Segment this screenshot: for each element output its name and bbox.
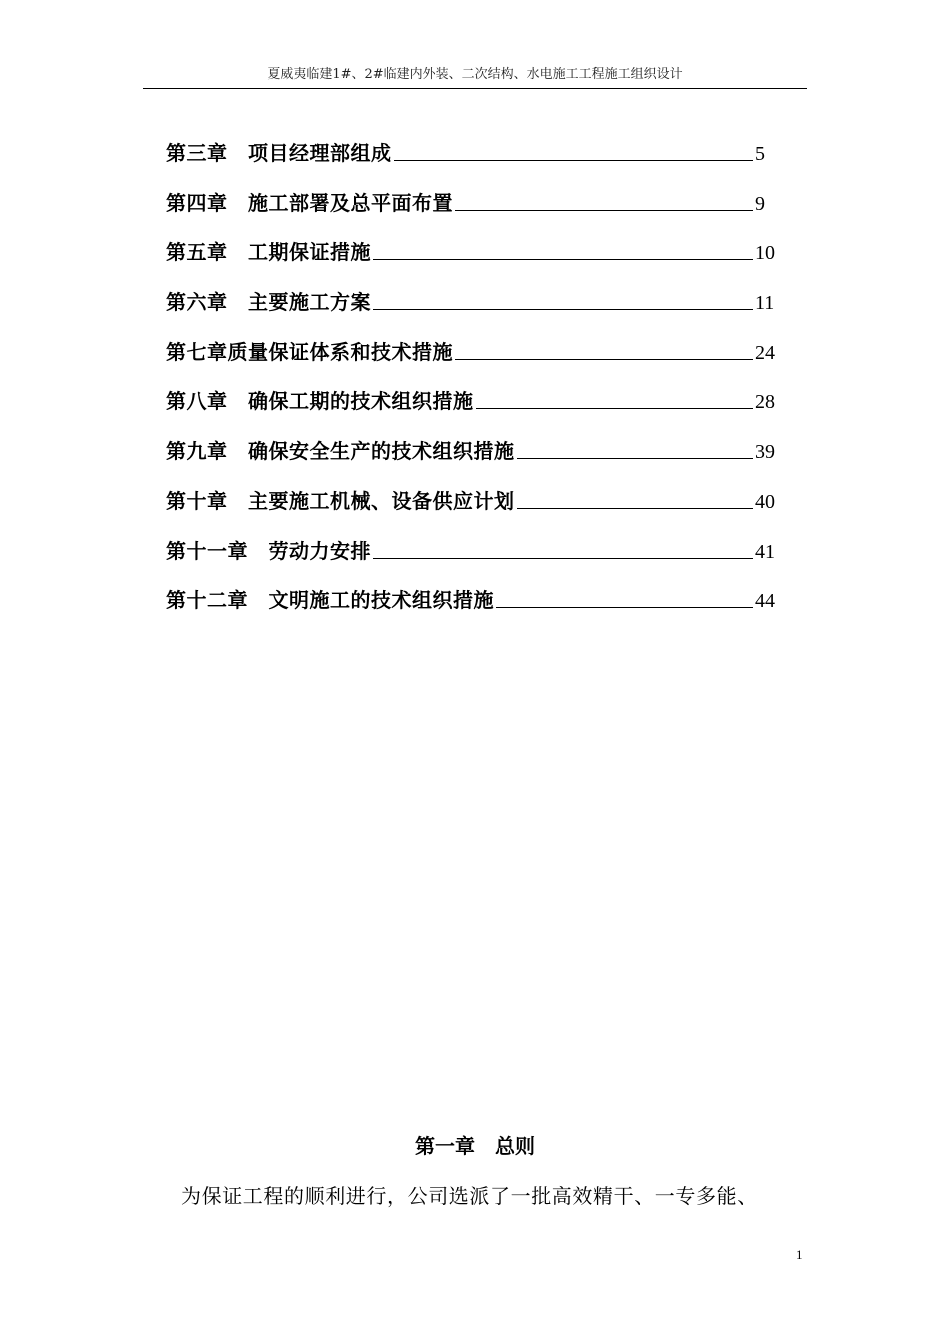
toc-page-number: 40 xyxy=(755,490,775,513)
toc-entry[interactable] xyxy=(166,583,781,613)
toc-entry-title: 确保工期的技术组织措施 xyxy=(248,389,474,414)
toc-entry-title: 文明施工的技术组织措施 xyxy=(268,588,494,613)
toc-chapter-number: 第三章 xyxy=(166,141,228,165)
toc-chapter-number: 第七章 xyxy=(166,339,228,364)
toc-leader-line xyxy=(373,558,753,559)
table-of-contents xyxy=(166,136,781,633)
toc-separator xyxy=(248,584,269,613)
page-number: 1 xyxy=(796,1247,803,1262)
toc-leader-line xyxy=(373,309,753,310)
toc-chapter-number: 第十二章 xyxy=(166,588,248,613)
toc-separator xyxy=(248,535,269,564)
header-title: 夏威夷临建1#、2#临建内外装、二次结构、水电施工工程施工组织设计 xyxy=(267,67,683,82)
body-paragraph: 为保证工程的顺利进行，公司选派了一批高效精干、一专多能、 xyxy=(181,1184,758,1208)
toc-page-number: 9 xyxy=(755,192,765,215)
toc-page-number: 5 xyxy=(755,143,765,165)
toc-chapter-number: 第十章 xyxy=(166,488,228,513)
toc-leader-line xyxy=(517,458,754,459)
toc-chapter-number: 第五章 xyxy=(166,240,228,265)
toc-entry-title: 主要施工机械、设备供应计划 xyxy=(248,488,515,513)
toc-entry[interactable] xyxy=(166,136,781,166)
toc-entry-title: 劳动力安排 xyxy=(268,538,371,563)
toc-leader-line xyxy=(496,607,753,608)
toc-page-number: 11 xyxy=(755,292,775,315)
toc-entry[interactable] xyxy=(166,384,781,414)
toc-chapter-number: 第八章 xyxy=(166,389,228,414)
toc-page-number: 44 xyxy=(755,590,775,613)
toc-entry[interactable] xyxy=(166,186,781,216)
toc-chapter-number: 第四章 xyxy=(166,190,228,215)
toc-leader-line xyxy=(373,259,753,260)
toc-separator xyxy=(228,385,249,414)
toc-chapter-number: 第六章 xyxy=(166,290,228,315)
toc-page-number: 41 xyxy=(755,540,775,563)
toc-page-number: 10 xyxy=(755,242,775,265)
toc-entry[interactable] xyxy=(166,434,781,464)
toc-entry-title: 施工部署及总平面布置 xyxy=(248,190,453,215)
toc-leader-line xyxy=(476,408,754,409)
toc-entry[interactable] xyxy=(166,235,781,265)
toc-separator xyxy=(228,137,249,166)
toc-separator xyxy=(228,236,249,265)
toc-leader-line xyxy=(394,160,754,161)
toc-entry-title: 质量保证体系和技术措施 xyxy=(227,339,453,364)
toc-entry[interactable] xyxy=(166,534,781,564)
toc-entry[interactable] xyxy=(166,335,781,365)
toc-entry[interactable] xyxy=(166,484,781,514)
toc-separator xyxy=(228,286,249,315)
toc-leader-line xyxy=(517,508,754,509)
chapter-heading: 第一章 总则 xyxy=(415,1134,535,1158)
toc-page-number: 28 xyxy=(755,391,775,414)
toc-separator xyxy=(228,435,249,464)
toc-leader-line xyxy=(455,359,753,360)
toc-separator xyxy=(228,485,249,514)
toc-leader-line xyxy=(455,210,753,211)
toc-chapter-number: 第九章 xyxy=(166,439,228,464)
toc-entry[interactable] xyxy=(166,285,781,315)
toc-separator xyxy=(228,187,249,216)
toc-chapter-number: 第十一章 xyxy=(166,538,248,563)
toc-page-number: 39 xyxy=(755,441,775,464)
toc-entry-title: 主要施工方案 xyxy=(248,290,371,315)
toc-entry-title: 项目经理部组成 xyxy=(248,141,392,165)
toc-page-number: 24 xyxy=(755,341,775,364)
page-header xyxy=(143,66,807,89)
toc-entry-title: 确保安全生产的技术组织措施 xyxy=(248,439,515,464)
toc-entry-title: 工期保证措施 xyxy=(248,240,371,265)
